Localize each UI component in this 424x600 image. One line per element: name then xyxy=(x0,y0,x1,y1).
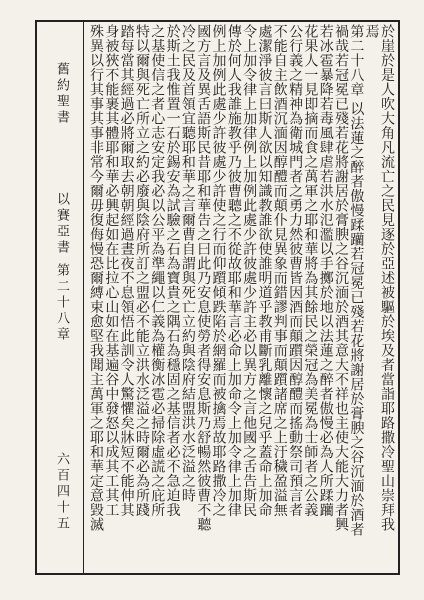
margin-divider xyxy=(83,20,84,575)
text-column: 身被狹不能裹其體耶和華必興起如在比拉心山如在基遍谷中發怒以成其工其工 xyxy=(103,24,120,517)
text-column: 踏每當其經過必將爾取去朝朝經過晝夜不息領悟此訓令人驚懼矣牀短不能伸其 xyxy=(118,24,135,517)
text-column: 於斯土我惟置一石於錫安為試驗之石為寶貴之隅石為穩固之基信者必不急迫我 xyxy=(164,24,181,517)
text-column: 處潔淨彼言曰斯人欲以知識教誰欲使誰明道乎教甫斷乳離懷之兒乎蓋命上加命 xyxy=(256,24,273,517)
page-number: 六百四十五 xyxy=(54,452,69,532)
text-column: 例上加例此處少許彼處少許使之行而仰躓傾跌陷於網羅而被擒焉故耶路撒冷之 xyxy=(210,24,227,517)
scripture-text xyxy=(85,22,398,573)
text-column: 焉 xyxy=(363,24,380,39)
text-column: 花果人一見即摘而食之萬軍之耶和華將為其餘民之榮冠為美冕為士師者之公義 xyxy=(302,24,319,517)
text-column: 於崖於是人吹大角凡流亡之民見逐於亞述被驅於埃及者當詣耶路撒冷聖山崇拜我 xyxy=(378,24,395,532)
text-column: 禍哉若冠冕已殘若花將謝居於膏腴之谷沉湎於酒其意大不祥也主使大能大力者興 xyxy=(333,24,349,532)
text-column: 之基使信之者心志安定我必以公平為準繩以仁義為權衡冰雹必掃除虛謊之庇所 xyxy=(149,24,166,517)
text-column: 殊異以行其事其事非常今爾毋復侮慢恐爾縛束愈堅我聞主萬軍之耶和華定意毀滅 xyxy=(88,24,104,532)
text-column: 國方言及異舌語斯民昔耶和華告之曰此乃安息使勞者得安息斯乃舒暢然彼曹不聽 xyxy=(195,24,212,532)
page-header-margin xyxy=(36,22,82,573)
chapter-label: 以賽亞書 第二十八章 xyxy=(54,192,69,344)
text-column: 不能自主飲酒沉湎因醇醴而顛仆見異象而錯謬判事而顛躓諸席之上汙穢盈溢無 xyxy=(271,24,288,517)
text-column: 若冰雹暴降若毒風肆虐若洪水氾濫以手擲於地以法蓮之醉者傲慢必為人所蹂躪 xyxy=(317,24,334,517)
text-column: 令上加令律上加律例上加例此處少許彼處少許主必以異方之言他國之舌告斯民 xyxy=(241,24,258,517)
book-title: 舊約聖書 xyxy=(54,62,69,126)
text-column: 公行義之精神為衛城門者之勇力然彼曹皆因酒而顛躓因醇醴而搖動祭司預言者 xyxy=(287,24,304,517)
text-column: 冷之民及首領宜聽耶和華之言爾曹自謂與死亡立約與陰府結盟洪水泛溢之時 xyxy=(179,24,196,503)
text-column: 傳於何人我誰施教乎乃彼曹聽之不從故耶和華言必命上加命令上加令律上加律 xyxy=(225,24,242,517)
text-column: 特以爾與死亡所立之約必廢與陰府所訂之盟必不能立洪水泛溢之時爾必為所踐 xyxy=(133,24,150,517)
text-column: 第二十八章 以法蓮之醉者傲慢蹂躪若冠冕已殘若花將謝居於膏腴之谷沉湎於酒者 xyxy=(348,24,365,537)
